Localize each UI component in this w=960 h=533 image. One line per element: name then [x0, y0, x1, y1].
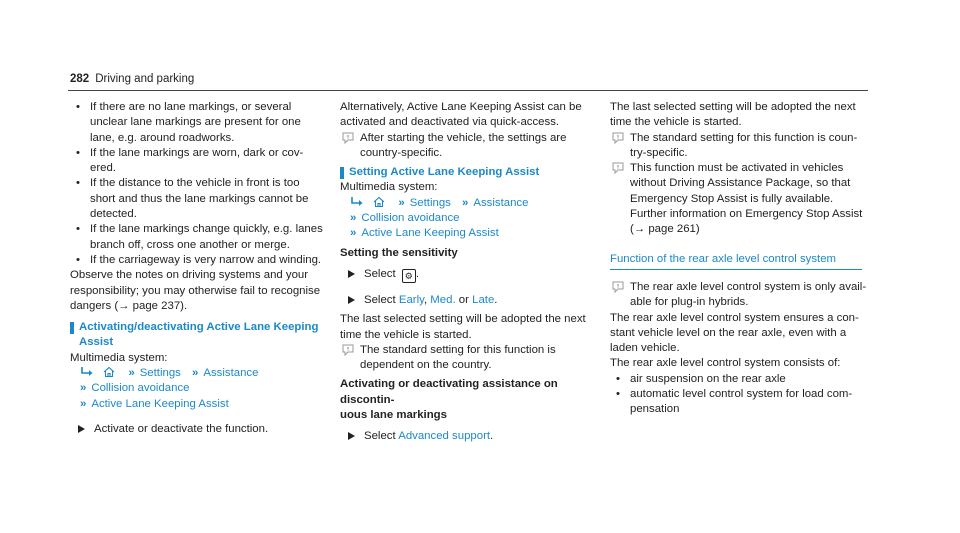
paragraph [340, 312, 602, 343]
nav-collision-avoidance[interactable]: Collision avoidance [91, 382, 190, 395]
option-early[interactable]: Early [398, 293, 424, 306]
text-line: country-specific. [360, 146, 443, 159]
nav-assistance[interactable]: Assistance [473, 196, 529, 209]
info-note-icon [612, 162, 624, 174]
nav-settings[interactable]: Settings [409, 196, 451, 209]
heading-line: uous lane markings [340, 409, 447, 422]
text-line: • automatic level control system for load com- [630, 388, 853, 401]
double-chevron-icon: » [350, 212, 357, 225]
list-item [610, 387, 872, 418]
text-line: The rear axle level control system ensures a con- [610, 311, 859, 324]
paragraph [610, 100, 872, 131]
column-2 [340, 100, 602, 445]
text-line: ered. [90, 162, 116, 175]
text-line: dependent on the country. [360, 359, 492, 372]
text-line: branch off, cross one another or merge. [90, 238, 290, 251]
text-line: This function must be activated in vehicles [630, 162, 844, 175]
text-line: The rear axle level control system is only avail- [630, 280, 867, 293]
action-text: Select [364, 267, 396, 280]
text-line: The standard setting for this function is coun- [630, 131, 858, 144]
text-line: • If the lane markings change quickly, e.g. lanes [90, 223, 323, 236]
list-item [610, 372, 872, 387]
paragraph: The rear axle level control system consists of: [610, 357, 841, 370]
page-header [70, 72, 194, 87]
page-number: 282 [70, 73, 90, 85]
heading-line: Setting Active Lane Keeping Assist [349, 166, 540, 179]
text-line: able for plug-in hybrids. [630, 296, 749, 309]
action-text: Activate or deactivate the function. [94, 422, 269, 435]
nav-active-lane-keeping-assist[interactable]: Active Lane Keeping Assist [91, 397, 229, 410]
text-line: lane, e.g. around roadworks. [90, 131, 235, 144]
text-line: Observe the notes on driving systems and your [70, 269, 309, 282]
text-line: stant vehicle level on the rear axle, even with a [610, 326, 847, 339]
navigation-path [70, 366, 332, 412]
alternative-paragraph [340, 100, 602, 131]
action-text: Select [364, 430, 396, 443]
list-item [70, 146, 332, 177]
text-line: • If the lane markings are worn, dark or cov- [90, 146, 304, 159]
paragraph [610, 311, 872, 357]
nav-assistance[interactable]: Assistance [203, 367, 259, 380]
action-step: Select Early, Med. or Late. [340, 293, 602, 308]
section-title: Driving and parking [95, 73, 195, 85]
double-chevron-icon: » [80, 382, 87, 395]
action-triangle-icon [78, 425, 85, 433]
heading-line: Activating or deactivating assistance on discontin- [340, 378, 558, 406]
text-line: unclear lane markings are present for one [90, 116, 301, 129]
nav-collision-avoidance[interactable]: Collision avoidance [361, 212, 460, 225]
action-triangle-icon [348, 296, 355, 304]
action-text: Select [364, 293, 396, 306]
note [340, 343, 602, 374]
option-advanced-support[interactable]: Advanced support [398, 430, 491, 443]
list-item [70, 176, 332, 222]
navigation-path [340, 196, 602, 242]
text-line: activated and deactivated via quick-access. [340, 116, 560, 129]
action-step [70, 422, 332, 437]
action-step: Select Advanced support. [340, 429, 602, 444]
text-line: Emergency Stop Assist is fully available. [630, 192, 834, 205]
text-line: detected. [90, 208, 137, 221]
text-line: pensation [630, 403, 680, 416]
info-note-icon [342, 132, 354, 144]
double-chevron-icon: » [80, 397, 87, 410]
action-triangle-icon [348, 270, 355, 278]
option-late[interactable]: Late [472, 293, 495, 306]
nav-return-icon [350, 196, 364, 208]
nav-return-icon [80, 366, 94, 378]
list-item [70, 222, 332, 253]
connector-text: or [458, 293, 469, 306]
page-reference[interactable]: dangers (→ page 237). [70, 299, 188, 312]
text-line: • If there are no lane markings, or several [90, 101, 292, 113]
text-line: without Driving Assistance Package, so that [630, 177, 851, 190]
text-line: • If the distance to the vehicle in front is too [90, 177, 300, 190]
note [610, 280, 872, 311]
header-divider [68, 90, 868, 91]
text-line: laden vehicle. [610, 342, 680, 355]
multimedia-label: Multimedia system: [70, 351, 168, 364]
heading-line: Activating/deactivating Active Lane Keeping [79, 321, 319, 334]
text-line: time the vehicle is started. [340, 328, 472, 341]
column-1 [70, 100, 332, 437]
text-line: The last selected setting will be adopted the next [610, 101, 856, 113]
text-line: After starting the vehicle, the settings are [360, 131, 567, 144]
gear-icon[interactable]: ⚙ [402, 269, 416, 283]
home-icon[interactable] [373, 196, 385, 208]
text-line: The standard setting for this function is [360, 343, 556, 356]
double-chevron-icon: » [462, 196, 469, 209]
subheading: Setting the sensitivity [340, 246, 458, 259]
text-line: time the vehicle is started. [610, 116, 742, 129]
page-reference[interactable]: (→ page 261) [630, 223, 700, 236]
note [610, 161, 872, 237]
action-triangle-icon [348, 432, 355, 440]
text-line: responsibility; you may otherwise fail to recognise [70, 284, 321, 297]
text-line: Further information on Emergency Stop Assist [630, 208, 863, 221]
note [340, 131, 602, 162]
action-step: Select ⚙ . [340, 267, 602, 283]
text-line: • If the carriageway is very narrow and winding. [90, 253, 322, 266]
text-line: short and thus the lane markings cannot be [90, 192, 309, 205]
text-line: try-specific. [630, 146, 688, 159]
double-chevron-icon: » [350, 227, 357, 240]
heading-line: Assist [79, 336, 114, 349]
observe-paragraph [70, 268, 332, 314]
text-line: Alternatively, Active Lane Keeping Assist can be [340, 101, 582, 113]
function-heading: Function of the rear axle level control system [610, 252, 862, 270]
nav-settings[interactable]: Settings [139, 367, 181, 380]
double-chevron-icon: » [128, 367, 135, 380]
section-heading [70, 320, 332, 351]
text-line: The last selected setting will be adopted the next [340, 313, 586, 326]
note [610, 131, 872, 162]
info-note-icon [612, 281, 624, 293]
info-note-icon [612, 132, 624, 144]
info-note-icon [342, 344, 354, 356]
list-item [70, 253, 332, 268]
text-line: • air suspension on the rear axle [630, 372, 786, 385]
multimedia-label: Multimedia system: [340, 181, 438, 194]
nav-active-lane-keeping-assist[interactable]: Active Lane Keeping Assist [361, 227, 499, 240]
home-icon[interactable] [103, 366, 115, 378]
list-item [70, 100, 332, 146]
double-chevron-icon: » [398, 196, 405, 209]
option-med[interactable]: Med. [430, 293, 456, 306]
section-heading [340, 165, 602, 180]
double-chevron-icon: » [192, 367, 199, 380]
subheading [340, 377, 602, 423]
column-3 [610, 100, 872, 418]
